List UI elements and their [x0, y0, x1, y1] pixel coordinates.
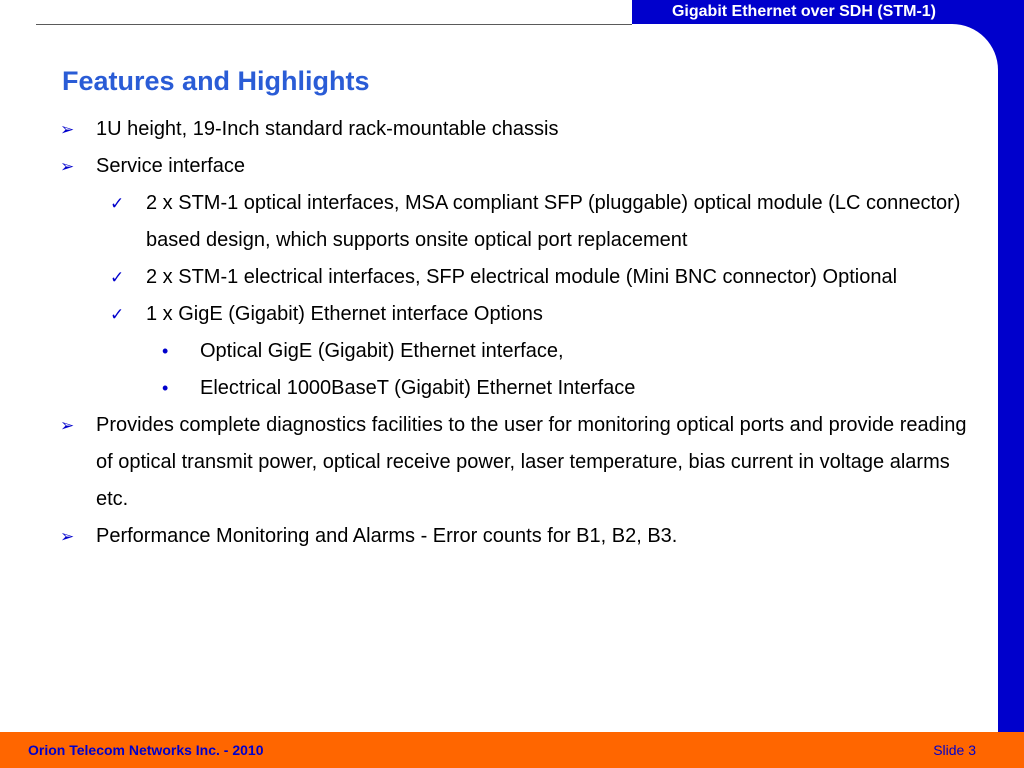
dot-bullet-icon: • — [162, 341, 169, 361]
sub-sub-bullet-text: Electrical 1000BaseT (Gigabit) Ethernet Interface — [200, 377, 636, 399]
checkmark-bullet-icon: ✓ — [110, 268, 125, 287]
sub-bullet-item — [110, 259, 976, 296]
dot-bullet-icon: • — [162, 378, 169, 398]
bullet-item — [60, 111, 986, 148]
bullet-text: Performance Monitoring and Alarms - Error counts for B1, B2, B3. — [96, 525, 678, 547]
bullet-item — [60, 407, 986, 518]
bullet-text: Service interface — [96, 155, 245, 177]
arrow-bullet-icon: ➢ — [60, 157, 75, 176]
header-rule — [36, 24, 658, 25]
sub-bullet-item — [110, 185, 976, 259]
sub-bullet-text: 1 x GigE (Gigabit) Ethernet interface Options — [146, 303, 543, 325]
checkmark-bullet-icon: ✓ — [110, 305, 125, 324]
bullet-text: Provides complete diagnostics facilities to the user for monitoring optical ports and provide reading of optical transmit power, optical receive power, laser temperature, bias current in voltage alarms etc. — [96, 414, 967, 510]
sub-bullet-text: 2 x STM-1 electrical interfaces, SFP electrical module (Mini BNC connector) Optional — [146, 266, 898, 288]
arrow-bullet-icon: ➢ — [60, 527, 75, 546]
bullet-list — [0, 111, 996, 555]
sub-sub-bullet-item — [162, 333, 980, 370]
sub-sub-bullet-item — [162, 370, 980, 407]
checkmark-bullet-icon: ✓ — [110, 194, 125, 213]
arrow-bullet-icon: ➢ — [60, 416, 75, 435]
sub-bullet-item — [110, 296, 976, 333]
bullet-item — [60, 518, 986, 555]
header-title: Gigabit Ethernet over SDH (STM-1) — [671, 3, 937, 20]
slide-title: Features and Highlights — [62, 66, 370, 96]
bullet-item — [60, 148, 986, 185]
footer-company: Orion Telecom Networks Inc. - 2010 — [28, 742, 264, 758]
bullet-text: 1U height, 19-Inch standard rack-mountable chassis — [96, 118, 559, 140]
sub-sub-bullet-text: Optical GigE (Gigabit) Ethernet interface, — [200, 340, 564, 362]
sub-bullet-text: 2 x STM-1 optical interfaces, MSA compliant SFP (pluggable) optical module (LC connector) based design, which supports onsite optical port replacement — [146, 192, 961, 251]
arrow-bullet-icon: ➢ — [60, 120, 75, 139]
slide-number: Slide 3 — [933, 742, 976, 758]
footer-bar — [0, 732, 1024, 768]
